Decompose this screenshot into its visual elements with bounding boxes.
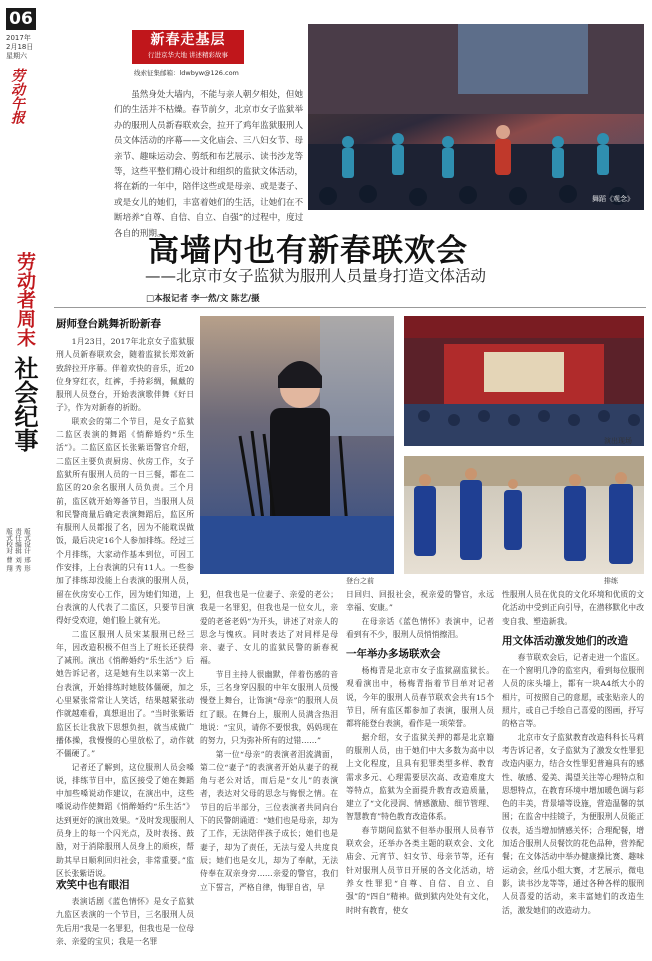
- page-number: 06: [6, 8, 36, 30]
- date-day: 2月18日: [6, 43, 34, 51]
- credit-line: 责任编辑 刘 秀: [14, 528, 22, 572]
- banner-slogan: 行进京华大地 讲述精彩故事: [147, 51, 229, 59]
- paragraph: 联欢会的第二个节目，是女子监狱二监区表演的舞蹈《悄醉婚约“乐生活”》。二监区监区长张紫语警官介绍，二监区主要负责厨房、伙房工作，女子监狱所有服刑人员的一日三餐，都在二监区的20余名服刑人员负责。三个月前，监区就开始筹备节目，当服刑人员和民警商量后确定表演舞蹈后，监区所有服刑人员都报了名，因为不能耽误做饭，最后决定16个人参加排练。经过三个月排练，大家动作基本到位，可因工作安排，上台表演的只有11人。一些参加了排练却没能上台表演的服刑人员，留在伙房安心工作，因为她们知道，上台表演的人代表了二监区，只要节目演得好受欢迎，她们脸上就有光。: [56, 416, 194, 626]
- paragraph: 性服刑人员在优良的文化环境和优质的文化活动中受到正向引导，在潜移默化中改变自我、塑造新我。: [502, 590, 644, 626]
- section-subtitle: 社会纪事: [10, 356, 38, 452]
- credits: [4, 528, 31, 571]
- column-1: [56, 316, 194, 961]
- paragraph: 据介绍，女子监狱关押的都是北京籍的服刑人员，由于她们中大多数为高中以上文化程度，且具有犯罪类型多样、教育需求多元、心理需要层次高、改造难度大等特点，监狱为全面提升教育改造质量，建立了“文化浸润、情感激励、细节管理、智慧教育”特色教育改造体系。: [346, 732, 494, 822]
- stage-illustration: [404, 316, 644, 446]
- section-heading: 厨师登台跳舞祈盼新春: [56, 318, 161, 330]
- banner-title: 新春走基层: [150, 32, 226, 48]
- paragraph: 犯，但我也是一位妻子、亲爱的老公；我是一名罪犯，但我也是一位女儿，亲爱的老爸老妈”为开头，讲述了对亲人的思念与愧疚。同时表达了对同样是母亲、妻子、女儿的监狱民警的新春祝福。: [200, 590, 338, 666]
- section-heading: 用文体活动激发她们的改造: [502, 634, 628, 647]
- paragraph: 春节联欢会后，记者走进一个监区。在一个窗明几净的监室内，看到每位服刑人员的床头墙上，都有一块A4纸大小的相片，可按照自己的意愿，或张贴亲人的照片，或自己手绘自己喜爱的图画，抒写的格言等。: [502, 652, 644, 729]
- column-4: [502, 588, 644, 913]
- paragraph: 二监区服刑人员宋某服刑已经三年，因改造积极不但当上了班长还获得了减刑。演出《悄醉婚约“乐生活”》后她告诉记者，这是她有生以来第一次上台表演，开始排练时她肢体僵硬，加之心里紧张常常让人笑话，结果越紧张动作就越难看，真想退出了。“当时张紫语监区长让我放下思想负担，就当成做广播体操，我慢慢的心里放松了，动作就不僵硬了。”: [56, 629, 194, 759]
- intro-text: 虽然身处大墙内，不能与亲人朝夕相处，但她们的生活并不枯燥。春节前夕，北京市女子监狱举办的服刑人员新春联欢会，拉开了鸡年监狱服刑人员文体活动的序幕——文化庙会、三八妇女节、母亲节、趣味运动会、剪纸和布艺展示、读书沙龙等等，这些平整们精心设计和组织的监狱文体活动，将在新的一年中，陪伴这些或是母亲、或是妻子、或是女儿的她们，丰富着她们的生活，让她们在不断培养“自尊、自信、自立、自强”的过程中，度过各自的刑期。: [114, 90, 304, 239]
- paragraph: 在母亲话《蓝色情怀》表演中，记者看到有不少，服刑人员悄悄擦泪。: [346, 616, 494, 639]
- paragraph: 节目主持人很幽默，伴着伤感的音乐，三名身穿囚服的中年女服刑人员慢慢登上舞台，让饰演“母亲”的服刑人员红了眼。在舞台上，服刑人员满含热泪地说：“宝贝，请你不要恨我，妈妈现在的努力，只为弥补所有的过错……”: [200, 669, 338, 746]
- subheadline: ——北京市女子监狱为服刑人员量身打造文体活动: [145, 267, 487, 285]
- paragraph: 日回归、回报社会，祝亲爱的警官，永远幸福、安康。”: [346, 590, 494, 613]
- date-weekday: 星期六: [6, 52, 27, 60]
- banner-email: 线索征集邮箱：ldwbyw@126.com: [134, 69, 239, 77]
- photo-caption: 舞蹈《观念》: [592, 195, 634, 203]
- banner-logo: [132, 30, 244, 64]
- section-heading: 一年举办多场联欢会: [346, 648, 441, 661]
- photo-backstage: [200, 316, 394, 574]
- column-text: [502, 588, 644, 628]
- paragraph: 记者还了解到，这位服刑人员会嗓说，排练节目中，监区接受了她在舞蹈中加些嗓说动作建议，在演出中，这些嗓说动作使舞蹈《悄醉婚约“乐生活”》达到更好的演出效果。“及时发现服刑人员身上的每一个闪光点，及时表扬、鼓励，对于消除服刑人员身上的顽疾，帮助其早日顺利回归社会，非常重要。”监区长张紫语说。: [56, 762, 194, 878]
- dance-illustration: [308, 24, 644, 210]
- paragraph: 第一位“母亲”的表演者泪流满面，第二位“妻子”的表演者开始从妻子的视角与老公对话，而后是“女儿”的表演者，表达对父母的思念与悔恨之情。在节目的后半部分，三位表演者共同向台下的民警朗诵道：“她们也是母亲，却为了工作，无法陪伴孩子成长；她们也是妻子，却为了责任，无法与爱人共度良辰；她们也是女儿，却为了奉献，无法侍奉在双亲身旁……亲爱的警官，我们立下誓言，严格自律，悔罪自省，早: [200, 749, 338, 892]
- divider: [54, 307, 646, 308]
- section-bracket-top: [22, 340, 24, 354]
- section-title: 劳动者周末: [14, 252, 36, 347]
- byline: □本报记者 李一然/文 陈艺/摄: [146, 294, 260, 304]
- column-text: [56, 895, 194, 961]
- headline: 高墙内也有新春联欢会: [148, 233, 468, 269]
- column-text: [56, 335, 194, 878]
- paragraph: 表演话剧《蓝色情怀》是女子监狱九监区表演的一个节目，三名服刑人员先后用“我是一名罪犯，但我也是一位母亲、亲爱的宝贝；我是一名罪: [56, 897, 194, 946]
- column-3: [346, 588, 494, 915]
- credit-line: 版式设计 邢 形: [23, 528, 31, 572]
- paragraph: 春节期间监狱不但举办服刑人员春节联欢会，还举办各类主题的联欢会、文化庙会、元宵节、妇女节、母亲节等，还有针对服刑人员节日开展的各文化活动，培养女性罪犯“自尊、自信、自立、自强”的“四自”精神。做到狱内处处有文化，时时有教育，使女: [346, 825, 494, 915]
- issue-date: [6, 34, 42, 61]
- photo-caption: 登台之前: [346, 577, 374, 585]
- photo-caption: 演出现场: [604, 437, 632, 445]
- photo-rehearsal: [404, 456, 644, 574]
- column-text: [346, 588, 494, 641]
- rehearsal-illustration: [404, 456, 644, 574]
- credit-line: 版式校对 曹 翔: [5, 528, 13, 572]
- masthead-logo: 劳动午报: [9, 68, 25, 124]
- section-heading: 欢笑中也有眼泪: [56, 879, 130, 891]
- photo-caption: 排练: [604, 577, 618, 585]
- column-text: [346, 664, 494, 915]
- photo-dance-performance: [308, 24, 644, 210]
- paragraph: 1月23日，2017年北京女子监狱服刑人员新春联欢会，随着监狱长郑效新致辞拉开序幕。伴着欢快的音乐，近20位身穿红衣，红裤，手持彩绸，佩戴的服刑人员登台，开始表演歌伴舞《好日子》，作为对新春的祈盼。: [56, 337, 194, 413]
- backstage-illustration: [200, 316, 394, 574]
- photo-stage-view: [404, 316, 644, 446]
- paragraph: 杨梅青是北京市女子监狱副监狱长。观看演出中，杨梅青指着节目单对记者说，今年的服刑人员春节联欢会共有15个节目，所有监区都参加了表演，服刑人员都将能登台表演，看作是一项荣誉。: [346, 666, 494, 729]
- date-year: 2017年: [6, 34, 31, 42]
- paragraph: 北京市女子监狱教育改造科科长马莉考告诉记者，女子监狱为了激发女性罪犯改造内驱力，结合女性罪犯普遍具有的感性、敏感、爱美、渴望关注等心理特点和思想特点，在教育环境中增加暖色调与彩色的丰美，背景墙等设施，营造温馨的氛围；在监舍中挂镜子，为便服刑人员能正仪表，适当增加情感关怀；合理配餐，增加适合服刑人员餐饮的花色品种，营养配餐；在文体活动中举办健康操比赛、趣味运动会，丝瓜小组大赛，才艺展示，微电影，读书沙龙等等，通过各种各样的服刑人员喜爱的活动，来丰富她们的改造生活，激发她们的改造动力。: [502, 732, 644, 915]
- column-2: [200, 588, 338, 926]
- column-text: [502, 651, 644, 913]
